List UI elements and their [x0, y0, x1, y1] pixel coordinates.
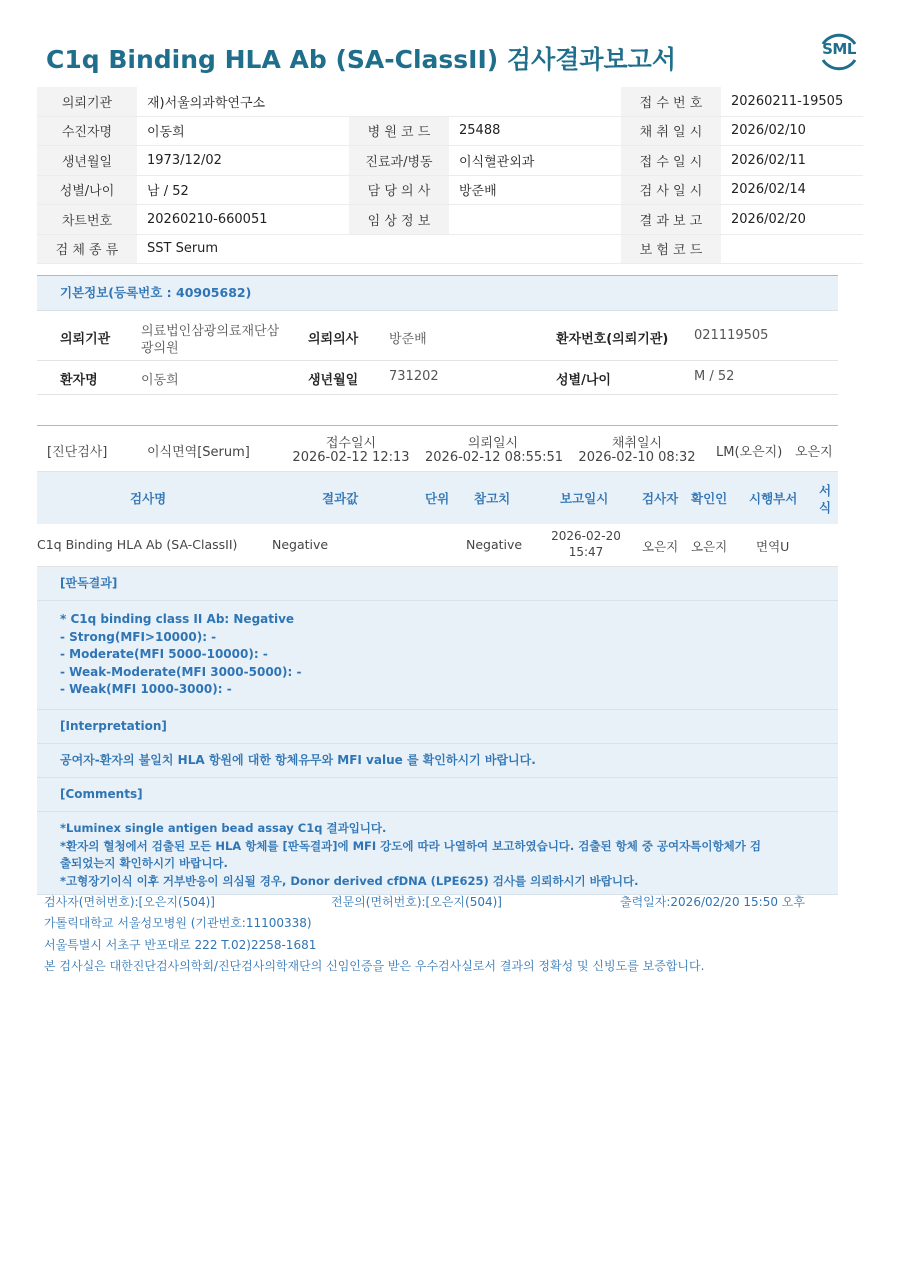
- col-dept: 시행부서: [749, 491, 798, 506]
- sex-age-label: 성별/나이: [556, 373, 611, 388]
- comment-line: *Luminex single antigen bead assay C1q 결과입니다.: [60, 821, 387, 835]
- diagnosis-info-row: [37, 426, 838, 472]
- footer-hospital: 가톨릭대학교 서울성모병원 (기관번호:11100338): [44, 916, 312, 930]
- sml-logo: [817, 30, 861, 74]
- header-field-label: 성별/나이: [37, 175, 137, 205]
- header-info-row: [37, 205, 863, 235]
- sex-age-value: M / 52: [694, 369, 735, 384]
- header-field-label: 결 과 보 고: [621, 205, 721, 235]
- header-field-value: 2026/02/11: [721, 146, 863, 176]
- comment-line: *환자의 혈청에서 검출된 모든 HLA 항체를 [판독결과]에 MFI 강도에 따라 나열하여 보고하였습니다. 검출된 항체 중 공여자특이항체가 검: [60, 838, 761, 853]
- header-field-value: 2026/02/14: [721, 175, 863, 205]
- header-info-row: [37, 146, 863, 176]
- report-title: C1q Binding HLA Ab (SA-ClassII) 검사결과보고서: [46, 45, 676, 74]
- comments-body: [37, 812, 838, 895]
- header-field-value: 1973/12/02: [137, 146, 349, 176]
- institution-label: 의뢰기관: [60, 332, 111, 347]
- patient-name-value: 이동희: [141, 373, 179, 388]
- reading-line: - Weak-Moderate(MFI 3000-5000): -: [60, 664, 302, 679]
- header-info-row: [37, 87, 863, 116]
- report-date-1: 2026-02-20: [551, 529, 621, 543]
- comment-line: *고형장기이식 이후 거부반응이 의심될 경우, Donor derived cfDNA (LPE625) 검사를 의뢰하시기 바랍니다.: [60, 873, 639, 888]
- header-field-label: 보 험 코 드: [621, 234, 721, 264]
- doctor-label: 의뢰의사: [308, 332, 359, 347]
- col-result: 결과값: [322, 491, 359, 506]
- received-label: 접수일시: [325, 436, 377, 451]
- header-field-label: 의뢰기관: [37, 87, 137, 116]
- header-field-label: [349, 87, 449, 116]
- basic-info-heading: 기본정보(등록번호 : 40905682): [37, 276, 838, 311]
- header-field-value: 25488: [449, 116, 621, 146]
- institution-value-2: 광의원: [141, 341, 179, 356]
- header-field-value: 이동희: [137, 116, 349, 146]
- patient-id-value: 021119505: [694, 328, 769, 343]
- dept-value: 면역U: [756, 539, 790, 554]
- header-field-label: 검 체 종 류: [37, 234, 137, 264]
- col-reference: 참고치: [474, 491, 511, 506]
- header-field-value: 20260210-660051: [137, 205, 349, 235]
- report-date-2: 15:47: [568, 545, 604, 559]
- header-field-label: 병 원 코 드: [349, 116, 449, 146]
- header-info-row: [37, 116, 863, 146]
- reading-line: - Strong(MFI>10000): -: [60, 629, 217, 644]
- col-unit: 단위: [425, 491, 450, 506]
- basic-info-section: [37, 275, 838, 395]
- header-field-value: 이식혈관외과: [449, 146, 621, 176]
- diag-dept: 이식면역[Serum]: [147, 445, 250, 460]
- reading-line: - Moderate(MFI 5000-10000): -: [60, 647, 268, 661]
- comments-heading: [Comments]: [37, 778, 838, 812]
- header-field-label: 담 당 의 사: [349, 175, 449, 205]
- institution-value-1: 의료법인삼광의료재단삼: [141, 324, 280, 339]
- header-field-value: [449, 205, 621, 235]
- logo-text: SML: [822, 40, 856, 58]
- header-info-row: [37, 175, 863, 205]
- footer-printed: 출력일자:2026/02/20 15:50 오후: [620, 895, 805, 909]
- col-form-1: 서: [819, 483, 832, 498]
- requested-value: 2026-02-12 08:55:51: [425, 450, 564, 465]
- lm-person: 오은지: [795, 445, 833, 460]
- header-field-value: 재)서울의과학연구소: [137, 87, 349, 116]
- footer-certification: 본 검사실은 대한진단검사의학회/진단검사의학재단의 신임인증을 받은 우수검사실로서 결과의 정확성 및 신빙도를 보증합니다.: [44, 959, 705, 973]
- header-field-value: SST Serum: [137, 234, 349, 264]
- basic-info-row: [37, 311, 838, 361]
- lm-label: LM(오은지): [716, 445, 783, 460]
- col-test-name: 검사명: [130, 491, 167, 506]
- diagnosis-section: [37, 425, 838, 895]
- col-tester: 검사자: [642, 491, 679, 506]
- test-name: C1q Binding HLA Ab (SA-ClassII): [37, 537, 238, 552]
- col-confirmer: 확인인: [691, 491, 728, 506]
- dob-label: 생년월일: [308, 373, 359, 388]
- header-field-label: 접 수 번 호: [621, 87, 721, 116]
- interpretation-text: 공여자-환자의 불일치 HLA 항원에 대한 항체유무와 MFI value 를 확인하시기 바랍니다.: [60, 752, 536, 767]
- dob-value: 731202: [389, 369, 439, 384]
- basic-info-row: [37, 361, 838, 395]
- header-field-value: 20260211-19505: [721, 87, 863, 116]
- header-field-value: [721, 234, 863, 264]
- footer-specialist: 전문의(면허번호):[오은지(504)]: [331, 895, 502, 909]
- header-field-label: 진료과/병동: [349, 146, 449, 176]
- comment-line: 출되었는지 확인하시기 바랍니다.: [60, 856, 228, 870]
- header-field-label: 접 수 일 시: [621, 146, 721, 176]
- reference-value: Negative: [466, 537, 523, 552]
- header-info-row: [37, 234, 863, 264]
- footer-address: 서울특별시 서초구 반포대로 222 T.02)2258-1681: [44, 938, 317, 952]
- header-field-value: [449, 87, 621, 116]
- collected-value: 2026-02-10 08:32: [578, 450, 696, 465]
- patient-id-label: 환자번호(의뢰기관): [556, 332, 669, 347]
- header-field-label: [349, 234, 449, 264]
- footer-tester: 검사자(면허번호):[오은지(504)]: [44, 895, 215, 909]
- results-table-header: [37, 472, 838, 524]
- header-field-label: 생년월일: [37, 146, 137, 176]
- patient-name-label: 환자명: [60, 373, 98, 388]
- table-row: [37, 524, 838, 567]
- doctor-value: 방준배: [389, 332, 427, 347]
- confirmer-value: 오은지: [691, 539, 728, 554]
- reading-body: [37, 601, 838, 710]
- col-report-date: 보고일시: [560, 491, 609, 506]
- header-field-label: 수진자명: [37, 116, 137, 146]
- header-field-value: 방준배: [449, 175, 621, 205]
- header-field-value: 2026/02/20: [721, 205, 863, 235]
- diag-tag: [진단검사]: [47, 445, 108, 460]
- received-value: 2026-02-12 12:13: [292, 450, 410, 465]
- collected-label: 채취일시: [611, 436, 663, 451]
- reading-heading: [판독결과]: [37, 567, 838, 601]
- interpretation-body: [37, 744, 838, 779]
- header-field-label: 채 취 일 시: [621, 116, 721, 146]
- header-field-value: 남 / 52: [137, 175, 349, 205]
- tester-value: 오은지: [642, 539, 679, 554]
- reading-line: * C1q binding class II Ab: Negative: [60, 612, 295, 626]
- requested-label: 의뢰일시: [467, 436, 519, 451]
- header-field-value: 2026/02/10: [721, 116, 863, 146]
- reading-line: - Weak(MFI 1000-3000): -: [60, 682, 232, 696]
- interpretation-heading: [Interpretation]: [37, 710, 838, 744]
- header-info-table: [37, 87, 863, 264]
- header-field-value: [449, 234, 621, 264]
- col-form-2: 식: [819, 500, 832, 515]
- result-value: Negative: [272, 537, 329, 552]
- header-field-label: 임 상 정 보: [349, 205, 449, 235]
- header-field-label: 차트번호: [37, 205, 137, 235]
- header-field-label: 검 사 일 시: [621, 175, 721, 205]
